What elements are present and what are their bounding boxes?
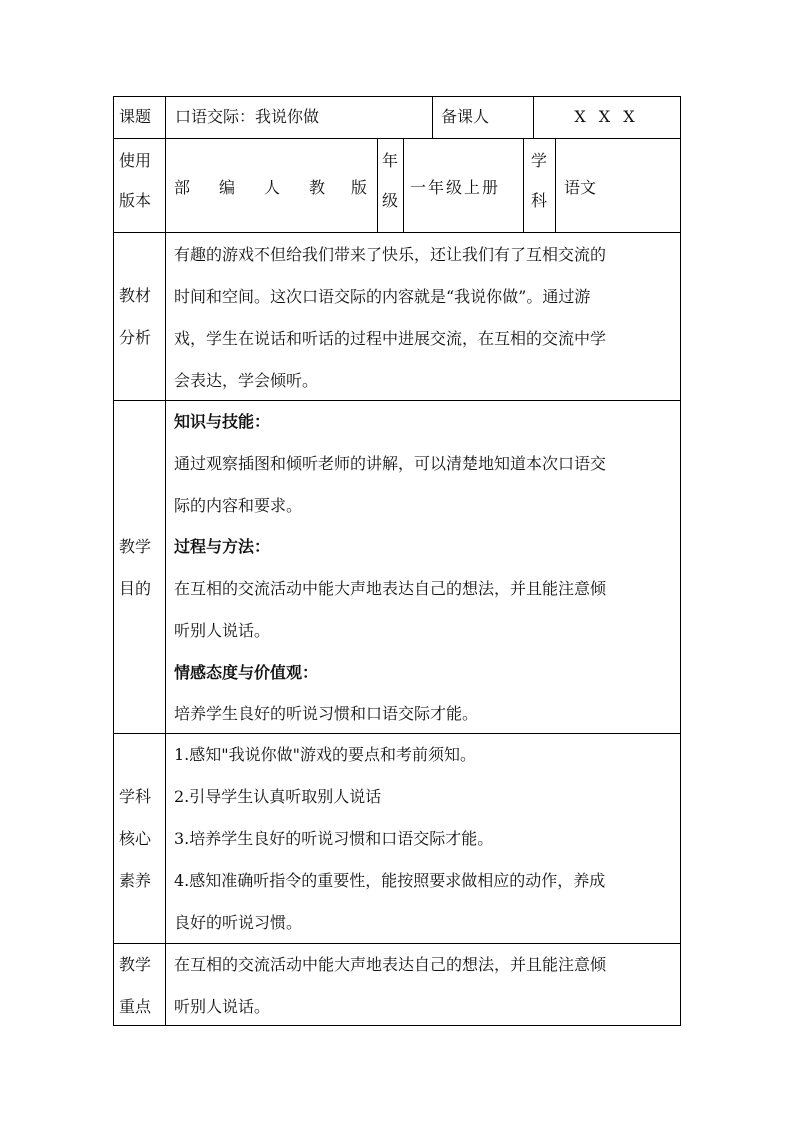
analysis-line-2: 时间和空间。这次口语交际的内容就是“我说你做”。通过游 (174, 287, 591, 306)
table-row-line-5 (113, 943, 681, 944)
edition-value-char-2: 编 (219, 178, 236, 197)
table-col-line-subject-value (555, 138, 556, 232)
topic-label: 课题 (119, 107, 152, 126)
table-border-right (680, 96, 681, 1026)
topic-value: 口语交际：我说你做 (175, 107, 320, 126)
table-row-line-4 (113, 733, 681, 734)
analysis-label-line-1: 教材 (119, 286, 152, 305)
literacy-line-5: 良好的听说习惯。 (174, 913, 303, 932)
literacy-label-line-1: 学科 (119, 787, 152, 806)
objectives-label-line-1: 教学 (119, 537, 152, 556)
focus-line-1: 在互相的交流活动中能大声地表达自己的想法，并且能注意倾 (174, 955, 607, 974)
preparer-value: X X X (574, 107, 639, 126)
literacy-line-1: 1.感知"我说你做"游戏的要点和考前须知。 (174, 745, 476, 764)
table-border-left (113, 96, 114, 1026)
table-col-line-grade-label (377, 138, 378, 232)
table-border-top (113, 96, 681, 97)
literacy-line-4: 4.感知准确听指令的重要性，能按照要求做相应的动作，养成 (174, 871, 606, 890)
literacy-line-2: 2.引导学生认真听取别人说话 (174, 787, 382, 806)
table-col-line-label (165, 96, 166, 1026)
focus-label-line-2: 重点 (119, 997, 152, 1016)
grade-value: 一年级上册 (410, 178, 501, 197)
process-line-1: 在互相的交流活动中能大声地表达自己的想法，并且能注意倾 (174, 579, 607, 598)
emotion-title: 情感态度与价值观： (174, 663, 319, 682)
edition-value-char-3: 人 (264, 178, 281, 197)
literacy-label-line-3: 素养 (119, 871, 152, 890)
table-col-line-preparer (432, 96, 433, 138)
analysis-label-line-2: 分析 (119, 328, 152, 347)
process-line-2: 听别人说话。 (174, 621, 271, 640)
table-border-bottom (113, 1025, 681, 1026)
table-col-line-subject-label (523, 138, 524, 232)
subject-label-char-2: 科 (531, 191, 548, 210)
analysis-line-1: 有趣的游戏不但给我们带来了快乐，还让我们有了互相交流的 (174, 245, 607, 264)
subject-value: 语文 (564, 178, 597, 197)
subject-label-char-1: 学 (531, 151, 548, 170)
edition-value-char-1: 部 (174, 178, 191, 197)
grade-label-char-2: 级 (382, 191, 399, 210)
table-row-line-3 (113, 400, 681, 401)
grade-label-char-1: 年 (382, 151, 399, 170)
edition-label-line-1: 使用 (119, 151, 152, 170)
focus-label-line-1: 教学 (119, 955, 152, 974)
process-title: 过程与方法： (174, 537, 271, 556)
preparer-label: 备课人 (441, 107, 490, 126)
edition-value-char-5: 版 (351, 178, 368, 197)
emotion-line-1: 培养学生良好的听说习惯和口语交际才能。 (174, 704, 479, 723)
edition-label-line-2: 版本 (119, 191, 152, 210)
knowledge-line-1: 通过观察插图和倾听老师的讲解，可以清楚地知道本次口语交 (174, 454, 607, 473)
analysis-line-4: 会表达，学会倾听。 (174, 371, 319, 390)
edition-value-char-4: 教 (309, 178, 326, 197)
objectives-label-line-2: 目的 (119, 579, 152, 598)
focus-line-2: 听别人说话。 (174, 997, 271, 1016)
knowledge-title: 知识与技能： (174, 412, 271, 431)
table-col-line-grade-value (403, 138, 404, 232)
table-row-line-2 (113, 232, 681, 233)
analysis-line-3: 戏，学生在说话和听话的过程中进展交流，在互相的交流中学 (174, 329, 607, 348)
literacy-label-line-2: 核心 (119, 829, 152, 848)
literacy-line-3: 3.培养学生良好的听说习惯和口语交际才能。 (174, 829, 494, 848)
knowledge-line-2: 际的内容和要求。 (174, 496, 303, 515)
table-row-line-1 (113, 138, 681, 139)
